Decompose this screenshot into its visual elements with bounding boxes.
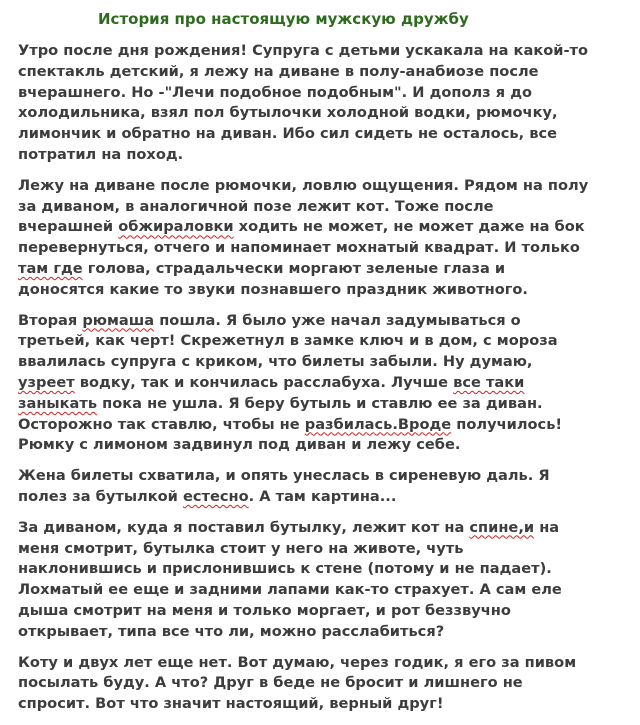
story-paragraph [18, 518, 630, 643]
text-line: потратил на поход. [18, 145, 184, 163]
spellcheck-underlined-word: узреет [18, 373, 75, 391]
story-title: История про настоящую мужскую дружбу [98, 10, 469, 28]
text-line: узреет водку, так и кончилась расслабуха. Лучше все таки [18, 373, 525, 391]
story-paragraph [18, 41, 630, 166]
text-line: третьей, как черт! Скрежетнул в замке ключ и в дом, с мороза [18, 332, 558, 350]
text-line: Лежу на диване после рюмочки, ловлю ощущения. Рядом на полу [18, 176, 589, 194]
text-line: Вторая рюмаша пошла. Я было уже начал задумываться о [18, 311, 521, 329]
spellcheck-underlined-word: обжираловки [118, 218, 234, 236]
text-line: полез за бутылкой естесно. А там картина... [18, 487, 397, 505]
spellcheck-underlined-word: все таки [453, 373, 525, 391]
text-line: вчерашнего. Но -"Лечи подобное подобным". И дополз я до [18, 83, 533, 101]
text-line: Утро после дня рождения! Супруга с детьми ускакала на какой-то [18, 42, 589, 59]
text-line: спросит. Вот что значит настоящий, верный друг! [18, 695, 444, 713]
story-paragraph [18, 466, 630, 508]
text-line: доносятся какие то звуки познавшего праздник животного. [18, 280, 528, 298]
text-line: меня смотрит, бутылка стоит у него на животе, чуть [18, 539, 464, 557]
text-line: Жена билеты схватила, и опять унеслась в сиреневую даль. Я [18, 467, 550, 485]
story-paragraph [18, 311, 630, 457]
text-line: Лохматый ее еще и задними лапами как-то страхует. А сам еле [18, 581, 562, 599]
text-line: Рюмку с лимоном задвинул под диван и лежу себе. [18, 436, 461, 454]
spellcheck-underlined-word: рюмаша [82, 311, 155, 329]
spellcheck-underlined-word: разбилась.Вроде [304, 415, 452, 433]
story-paragraph [18, 176, 630, 301]
text-line: ввалилась супруга с криком, что билеты забыли. Ну думаю, [18, 353, 533, 371]
text-line: за диваном, в аналогичной позе лежит кот. Тоже после [18, 197, 494, 215]
spellcheck-underlined-word: спине,и [469, 518, 535, 536]
story-body [18, 41, 630, 725]
text-line: заныкать пока не ушла. Я беру бутыль и ставлю ее за диван. [18, 394, 543, 412]
text-line: спектакль детский, я лежу на диване в полу-анабиозе после [18, 62, 539, 80]
text-line: там где голова, страдальчески моргают зеленые глаза и [18, 259, 506, 277]
story-paragraph [18, 653, 630, 715]
text-line: вчерашней обжираловки ходить не может, не может даже на бок [18, 218, 585, 236]
text-line: лимончик и обратно на диван. Ибо сил сидеть не осталось, все [18, 125, 557, 143]
text-line: холодильника, взял пол бутылочки холодной водки, рюмочку, [18, 104, 558, 122]
text-line: За диваном, куда я поставил бутылку, лежит кот на спине,и на [18, 518, 560, 536]
text-line: Осторожно так ставлю, чтобы не разбилась.Вроде получилось! [18, 415, 563, 433]
text-line: перевернуться, отчего и напоминает мохнатый квадрат. И только [18, 239, 580, 257]
spellcheck-underlined-word: заныкать [18, 394, 98, 412]
text-line: дыша смотрит на меня и только моргает, и рот беззвучно [18, 601, 511, 619]
text-line: посылать буду. А что? Друг в беде не бросит и лишнего не [18, 674, 523, 692]
text-line: наклонившись и прислонившись к стене (потому и не падает). [18, 560, 552, 578]
spellcheck-underlined-word: там где [18, 259, 83, 277]
spellcheck-underlined-word: естесно [182, 487, 249, 505]
text-line: Коту и двух лет еще нет. Вот думаю, через годик, я его за пивом [18, 653, 577, 671]
text-line: открывает, типа все что ли, можно расслабиться? [18, 622, 445, 640]
